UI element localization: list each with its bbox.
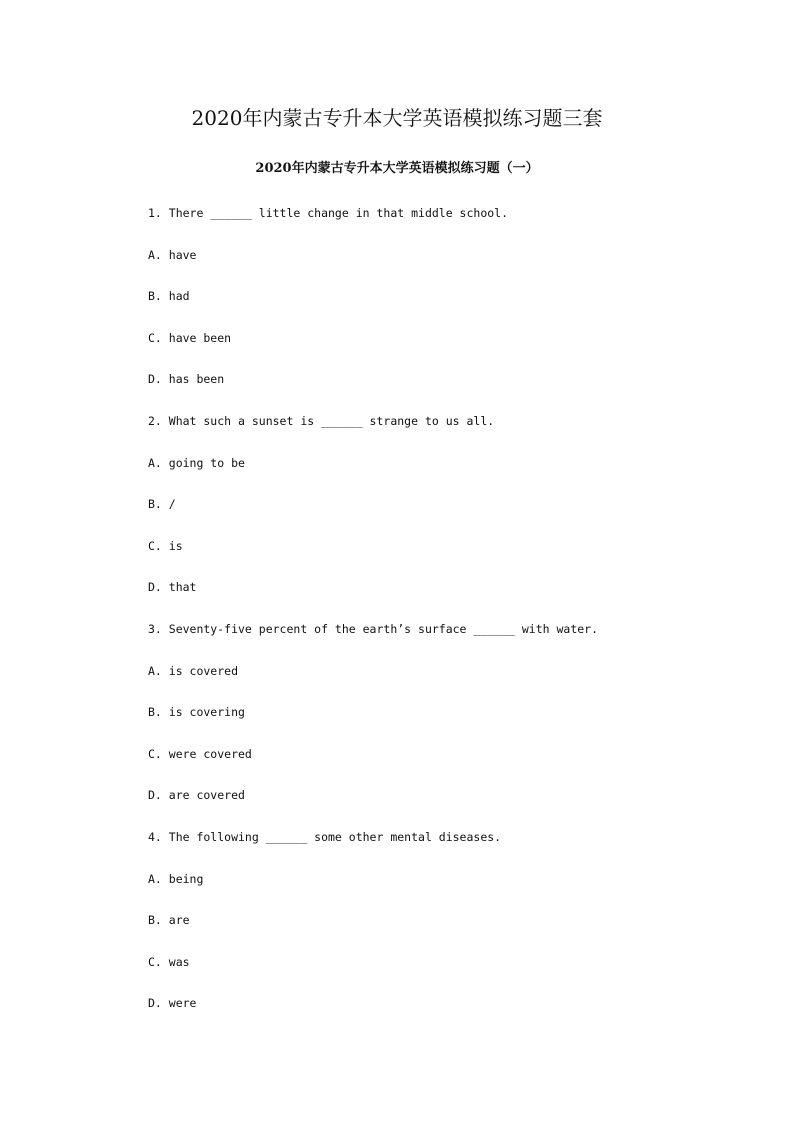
- section-subtitle: 2020年内蒙古专升本大学英语模拟练习题（一）: [255, 161, 539, 176]
- answer-option: D. has been: [148, 372, 225, 387]
- answer-option: A. is covered: [148, 663, 239, 678]
- question-stem: 1. There ______ little change in that middle school.: [148, 206, 509, 220]
- answer-option: D. are covered: [148, 788, 245, 803]
- document-title: 2020年内蒙古专升本大学英语模拟练习题三套: [191, 106, 603, 130]
- answer-option: A. going to be: [148, 455, 245, 470]
- answer-option: B. had: [148, 289, 190, 304]
- answer-option: A. being: [148, 871, 204, 886]
- question-stem: 4. The following ______ some other mental diseases.: [148, 829, 502, 844]
- question-2: [148, 410, 708, 618]
- answer-option: C. have been: [148, 330, 232, 345]
- question-3: [148, 618, 708, 826]
- answer-option: D. that: [148, 580, 197, 595]
- question-list: [148, 202, 708, 1034]
- answer-option: B. /: [148, 497, 176, 512]
- answer-option: C. were covered: [148, 746, 252, 761]
- question-stem: 2. What such a sunset is ______ strange to us all.: [148, 413, 495, 428]
- answer-option: D. were: [148, 996, 197, 1011]
- answer-option: C. is: [148, 538, 183, 553]
- question-4: [148, 826, 708, 1034]
- answer-option: C. was: [148, 954, 190, 969]
- answer-option: B. are: [148, 913, 190, 928]
- answer-option: B. is covering: [148, 705, 245, 720]
- answer-option: A. have: [148, 247, 197, 262]
- question-1: [148, 202, 708, 410]
- question-stem: 3. Seventy-five percent of the earth’s surface ______ with water.: [148, 621, 599, 636]
